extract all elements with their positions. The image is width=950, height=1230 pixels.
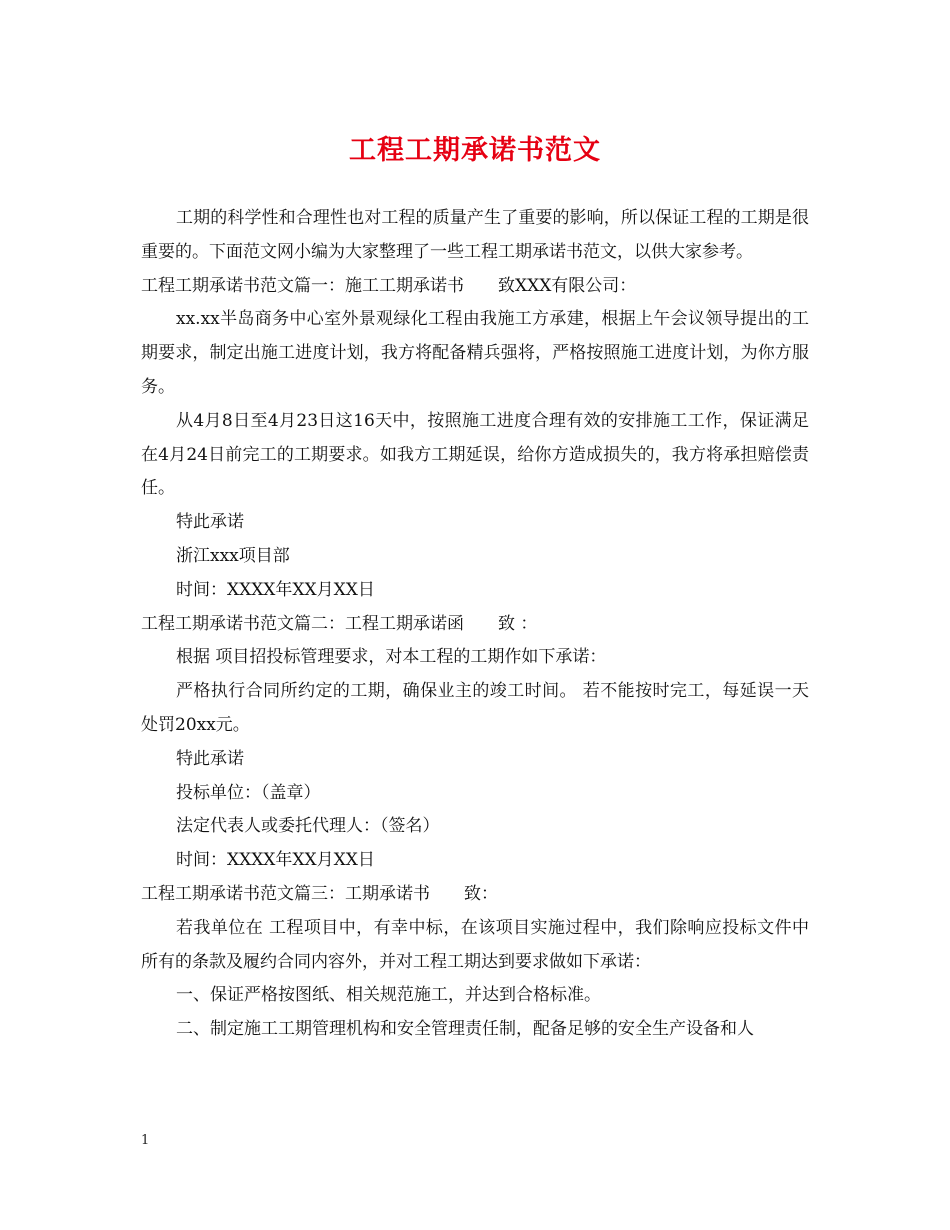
paragraph: 时间：XXXX年XX月XX日 xyxy=(176,850,375,871)
paragraph: 从4月8日至4月23日这16天中，按照施工进度合理有效的安排施工工作，保证满足在4月24日前完工的工期要求。如我方工期延误，给你方造成损失的，我方将承担赔偿责任。 xyxy=(141,410,809,499)
document-body xyxy=(141,202,809,1047)
paragraph: 一、保证严格按图纸、相关规范施工，并达到合格标准。 xyxy=(176,985,601,1006)
paragraph: 法定代表人或委托代理人：（签名） xyxy=(176,816,440,837)
paragraph: 若我单位在 工程项目中，有幸中标，在该项目实施过程中，我们除响应投标文件中所有的条款及履约合同内容外，并对工程工期达到要求做如下承诺： xyxy=(141,917,809,972)
paragraph: xx.xx半岛商务中心室外景观绿化工程由我施工方承建，根据上午会议领导提出的工期要求，制定出施工进度计划，我方将配备精兵强将，严格按照施工进度计划，为你方服务。 xyxy=(141,309,809,397)
section-heading-3: 工程工期承诺书范文篇三：工期承诺书 致： xyxy=(141,883,498,904)
paragraph: 根据 项目招投标管理要求，对本工程的工期作如下承诺： xyxy=(176,647,607,668)
paragraph: 严格执行合同所约定的工期，确保业主的竣工时间。 若不能按时完工，每延误一天处罚20xx元。 xyxy=(141,681,809,735)
section-heading-1: 工程工期承诺书范文篇一：施工工期承诺书 致XXX有限公司： xyxy=(141,275,637,296)
section-heading-2: 工程工期承诺书范文篇二：工程工期承诺函 致 ： xyxy=(141,613,538,634)
paragraph: 时间：XXXX年XX月XX日 xyxy=(176,579,375,600)
page-number: 1 xyxy=(141,1133,150,1148)
paragraph: 特此承诺 xyxy=(176,512,244,533)
document-title: 工程工期承诺书范文 xyxy=(349,135,601,166)
paragraph: 工期的科学性和合理性也对工程的质量产生了重要的影响，所以保证工程的工期是很重要的。下面范文网小编为大家整理了一些工程工期承诺书范文，以供大家参考。 xyxy=(141,208,809,262)
paragraph: 特此承诺 xyxy=(176,748,244,769)
paragraph: 二、制定施工工期管理机构和安全管理责任制，配备足够的安全生产设备和人 xyxy=(176,1019,754,1040)
paragraph: 浙江xxx项目部 xyxy=(176,545,290,566)
paragraph: 投标单位：（盖章） xyxy=(176,782,321,803)
